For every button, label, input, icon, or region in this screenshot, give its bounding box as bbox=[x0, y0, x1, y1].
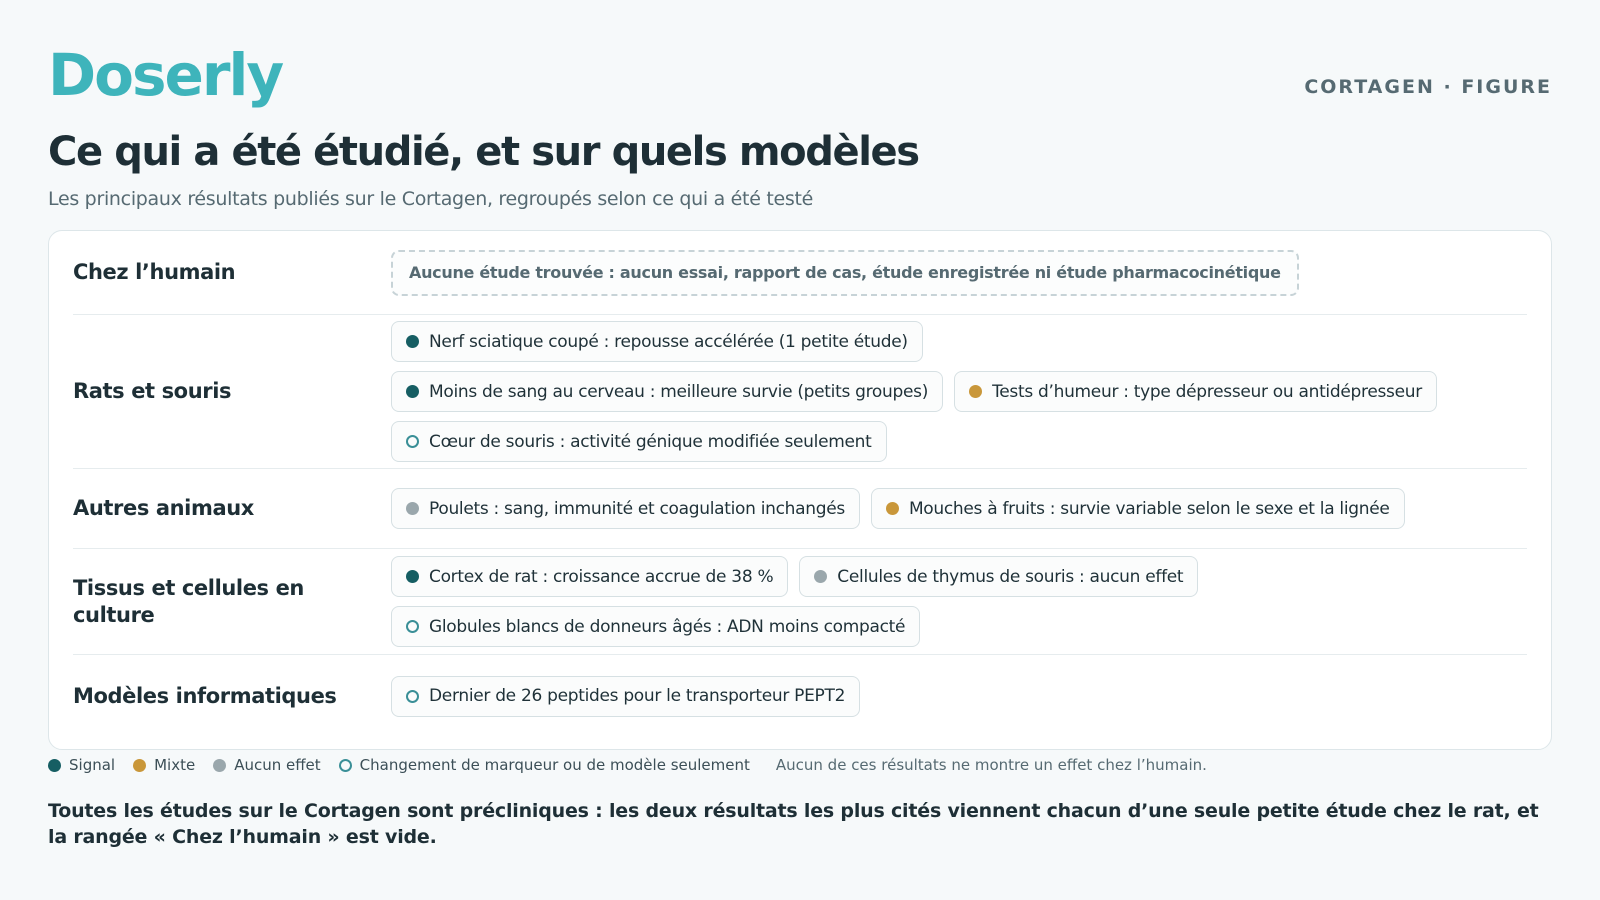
legend-label: Aucun effet bbox=[234, 756, 321, 774]
legend-label: Mixte bbox=[154, 756, 196, 774]
figure-tag: CORTAGEN · FIGURE bbox=[1304, 76, 1552, 98]
no-effect-dot-icon bbox=[406, 502, 419, 515]
finding-chip bbox=[391, 556, 788, 597]
mixed-dot-icon bbox=[886, 502, 899, 515]
row-rodents bbox=[73, 315, 1527, 469]
brand-logo: Doserly bbox=[48, 41, 283, 109]
signal-dot-icon bbox=[406, 335, 419, 348]
finding-chip bbox=[391, 606, 920, 647]
legend-signal bbox=[48, 756, 115, 774]
finding-chip bbox=[391, 321, 923, 362]
row-items bbox=[391, 321, 1527, 462]
legend-no-effect bbox=[213, 756, 320, 774]
row-computer-models bbox=[73, 655, 1527, 737]
row-humans bbox=[73, 231, 1527, 315]
signal-dot-icon bbox=[406, 385, 419, 398]
signal-dot-icon bbox=[406, 570, 419, 583]
no-effect-dot-icon bbox=[213, 759, 226, 772]
legend-marker bbox=[339, 756, 750, 774]
findings-panel bbox=[48, 230, 1552, 750]
row-label: Autres animaux bbox=[73, 496, 254, 521]
finding-chip bbox=[391, 676, 860, 717]
row-cell-cultures bbox=[73, 549, 1527, 655]
row-items bbox=[391, 488, 1527, 529]
marker-ring-icon bbox=[406, 435, 419, 448]
finding-text: Globules blancs de donneurs âgés : ADN moins compacté bbox=[429, 616, 906, 637]
finding-text: Moins de sang au cerveau : meilleure survie (petits groupes) bbox=[429, 381, 929, 402]
marker-ring-icon bbox=[339, 759, 352, 772]
row-items bbox=[391, 556, 1527, 647]
finding-text: Cellules de thymus de souris : aucun effet bbox=[837, 566, 1184, 587]
legend-mixed bbox=[133, 756, 195, 774]
finding-text: Dernier de 26 peptides pour le transporteur PEPT2 bbox=[429, 686, 846, 706]
finding-text: Tests d’humeur : type dépresseur ou antidépresseur bbox=[992, 381, 1422, 402]
finding-chip bbox=[391, 488, 860, 529]
finding-chip bbox=[871, 488, 1405, 529]
finding-text: Poulets : sang, immunité et coagulation inchangés bbox=[429, 498, 845, 519]
mixed-dot-icon bbox=[133, 759, 146, 772]
legend-label: Changement de marqueur ou de modèle seulement bbox=[359, 756, 750, 774]
row-label: Rats et souris bbox=[73, 379, 232, 404]
marker-ring-icon bbox=[406, 690, 419, 703]
finding-text: Mouches à fruits : survie variable selon le sexe et la lignée bbox=[908, 498, 1390, 519]
marker-ring-icon bbox=[406, 620, 419, 633]
finding-text: Cortex de rat : croissance accrue de 38 % bbox=[429, 566, 774, 587]
page-title: Ce qui a été étudié, et sur quels modèles bbox=[48, 129, 919, 175]
row-other-animals bbox=[73, 469, 1527, 549]
finding-chip bbox=[391, 421, 887, 462]
finding-chip bbox=[391, 371, 943, 412]
legend-label: Signal bbox=[69, 756, 116, 774]
finding-chip bbox=[799, 556, 1198, 597]
no-effect-dot-icon bbox=[814, 570, 827, 583]
signal-dot-icon bbox=[48, 759, 61, 772]
row-label: Modèles informatiques bbox=[73, 683, 337, 708]
footer-summary: Toutes les études sur le Cortagen sont précliniques : les deux résultats les plus cités viennent chacun d’une seule petite étude chez le rat, et la rangée « Chez l’humain » est vide. bbox=[48, 800, 1539, 849]
empty-finding: Aucune étude trouvée : aucun essai, rapport de cas, étude enregistrée ni étude pharmacocinétique bbox=[391, 250, 1299, 296]
legend bbox=[48, 756, 1207, 774]
row-label: Chez l’humain bbox=[73, 260, 236, 285]
row-items bbox=[391, 250, 1527, 296]
row-label: Tissus et cellules en culture bbox=[73, 576, 304, 627]
legend-note: Aucun de ces résultats ne montre un effet chez l’humain. bbox=[775, 756, 1207, 774]
finding-text: Nerf sciatique coupé : repousse accélérée (1 petite étude) bbox=[429, 331, 908, 352]
page-subtitle: Les principaux résultats publiés sur le Cortagen, regroupés selon ce qui a été testé bbox=[48, 188, 814, 210]
mixed-dot-icon bbox=[969, 385, 982, 398]
finding-text: Cœur de souris : activité génique modifiée seulement bbox=[429, 431, 872, 452]
row-items bbox=[391, 676, 1527, 717]
finding-chip bbox=[954, 371, 1437, 412]
